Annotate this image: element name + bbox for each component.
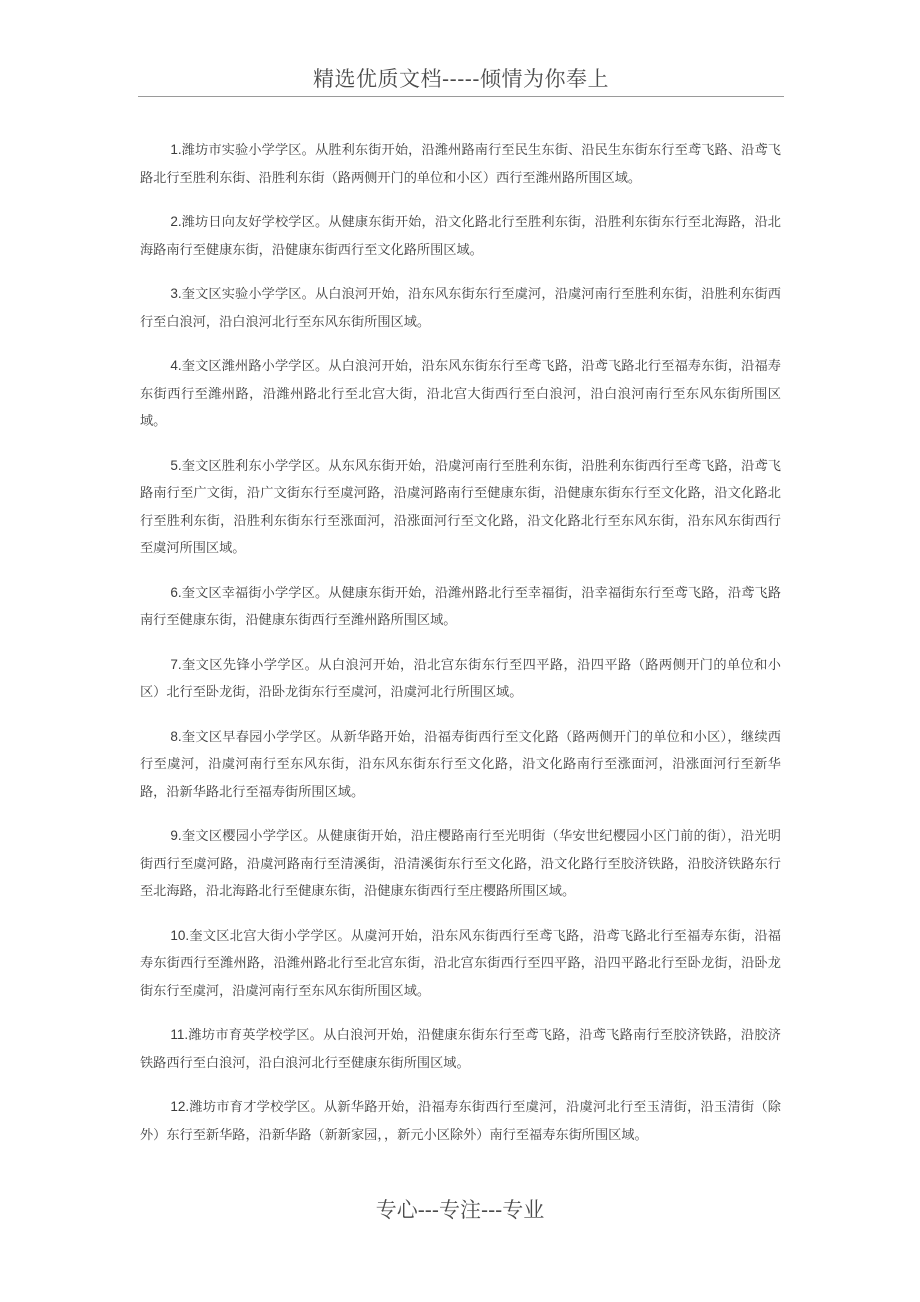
paragraph-text: 奎文区幸福街小学学区。从健康东街开始，沿潍州路北行至幸福街，沿幸福街东行至鸢飞路，沿鸢飞路南行至健康东街，沿健康东街西行至潍州路所围区域。 <box>140 585 781 628</box>
paragraph-number: 10. <box>170 927 190 943</box>
paragraph-12 <box>140 1093 781 1149</box>
paragraph-5 <box>140 452 781 563</box>
paragraph-9 <box>140 822 781 906</box>
paragraph-10 <box>140 922 781 1006</box>
paragraph-text: 奎文区樱园小学学区。从健康街开始，沿庄樱路南行至光明街（华安世纪樱园小区门前的街），沿光明街西行至虞河路，沿虞河路南行至清溪街，沿清溪街东行至文化路，沿文化路行至胶济铁路，沿胶济铁路东行至北海路，沿北海路北行至健康东街，沿健康东街西行至庄樱路所围区域。 <box>140 829 781 899</box>
page-header <box>138 62 784 97</box>
paragraph-number: 11. <box>170 1027 189 1042</box>
paragraph-1 <box>140 136 781 192</box>
paragraph-text: 潍坊市育才学校学区。从新华路开始，沿福寿东街西行至虞河，沿虞河北行至玉清街，沿玉清街（除外）东行至新华路，沿新华路（新新家园，，新元小区除外）南行至福寿东街所围区域。 <box>140 1100 781 1143</box>
paragraph-text: 奎文区先锋小学学区。从白浪河开始，沿北宫东街东行至四平路，沿四平路（路两侧开门的单位和小区）北行至卧龙街，沿卧龙街东行至虞河，沿虞河北行所围区域。 <box>140 657 781 700</box>
paragraph-3 <box>140 280 781 336</box>
paragraph-2 <box>140 208 781 264</box>
paragraph-number: 6. <box>170 584 182 600</box>
paragraph-text: 潍坊日向友好学校学区。从健康东街开始，沿文化路北行至胜利东街，沿胜利东街东行至北海路，沿北海路南行至健康东街，沿健康东街西行至文化路所围区域。 <box>140 215 781 258</box>
header-title: 精选优质文档-----倾情为你奉上 <box>313 67 609 91</box>
paragraph-11 <box>140 1021 781 1077</box>
paragraph-number: 8. <box>170 728 182 744</box>
paragraph-number: 5. <box>170 457 182 473</box>
paragraph-text: 奎文区早春园小学学区。从新华路开始，沿福寿街西行至文化路（路两侧开门的单位和小区），继续西行至虞河，沿虞河南行至东风东街，沿东风东街东行至文化路，沿文化路南行至涨面河，沿涨面河行至新华路，沿新华路北行至福寿街所围区域。 <box>140 729 781 800</box>
paragraph-text: 奎文区潍州路小学学区。从白浪河开始，沿东风东街东行至鸢飞路，沿鸢飞路北行至福寿东街，沿福寿东街西行至潍州路，沿潍州路北行至北宫大街，沿北宫大街西行至白浪河，沿白浪河南行至东风东街所围区域。 <box>140 359 781 429</box>
paragraph-number: 7. <box>170 656 182 672</box>
paragraph-text: 潍坊市育英学校学区。从白浪河开始，沿健康东街东行至鸢飞路，沿鸢飞路南行至胶济铁路，沿胶济铁路西行至白浪河，沿白浪河北行至健康东街所围区域。 <box>140 1028 781 1071</box>
page-footer <box>0 1194 920 1226</box>
paragraph-number: 2. <box>170 214 182 229</box>
paragraph-text: 潍坊市实验小学学区。从胜利东街开始，沿潍州路南行至民生东街、沿民生东街东行至鸢飞路、沿鸢飞路北行至胜利东街、沿胜利东街（路两侧开门的单位和小区）西行至潍州路所围区域。 <box>140 143 781 186</box>
footer-text: 专心---专注---专业 <box>375 1198 545 1222</box>
paragraph-text: 奎文区实验小学学区。从白浪河开始，沿东风东街东行至虞河，沿虞河南行至胜利东街，沿胜利东街西行至白浪河，沿白浪河北行至东风东街所围区域。 <box>140 287 781 330</box>
paragraph-number: 9. <box>170 828 182 843</box>
paragraph-number: 1. <box>170 142 182 157</box>
paragraph-number: 3. <box>170 286 182 301</box>
document-body <box>140 136 781 1165</box>
paragraph-text: 奎文区北宫大街小学学区。从虞河开始，沿东风东街西行至鸢飞路，沿鸢飞路北行至福寿东街，沿福寿东街西行至潍州路，沿潍州路北行至北宫东街，沿北宫东街西行至四平路，沿四平路北行至卧龙街，沿卧龙街东行至虞河，沿虞河南行至东风东街所围区域。 <box>140 928 781 999</box>
paragraph-number: 12. <box>170 1099 190 1114</box>
paragraph-7 <box>140 651 781 707</box>
paragraph-8 <box>140 723 781 807</box>
paragraph-6 <box>140 579 781 635</box>
paragraph-text: 奎文区胜利东小学学区。从东风东街开始，沿虞河南行至胜利东街，沿胜利东街西行至鸢飞路，沿鸢飞路南行至广文街，沿广文街东行至虞河路，沿虞河路南行至健康东街，沿健康东街东行至文化路，沿文化路北行至胜利东街，沿胜利东街东行至涨面河，沿涨面河行至文化路，沿文化路北行至东风东街，沿东风东街西行至虞河所围区域。 <box>140 458 781 556</box>
paragraph-4 <box>140 352 781 436</box>
paragraph-number: 4. <box>170 358 182 373</box>
